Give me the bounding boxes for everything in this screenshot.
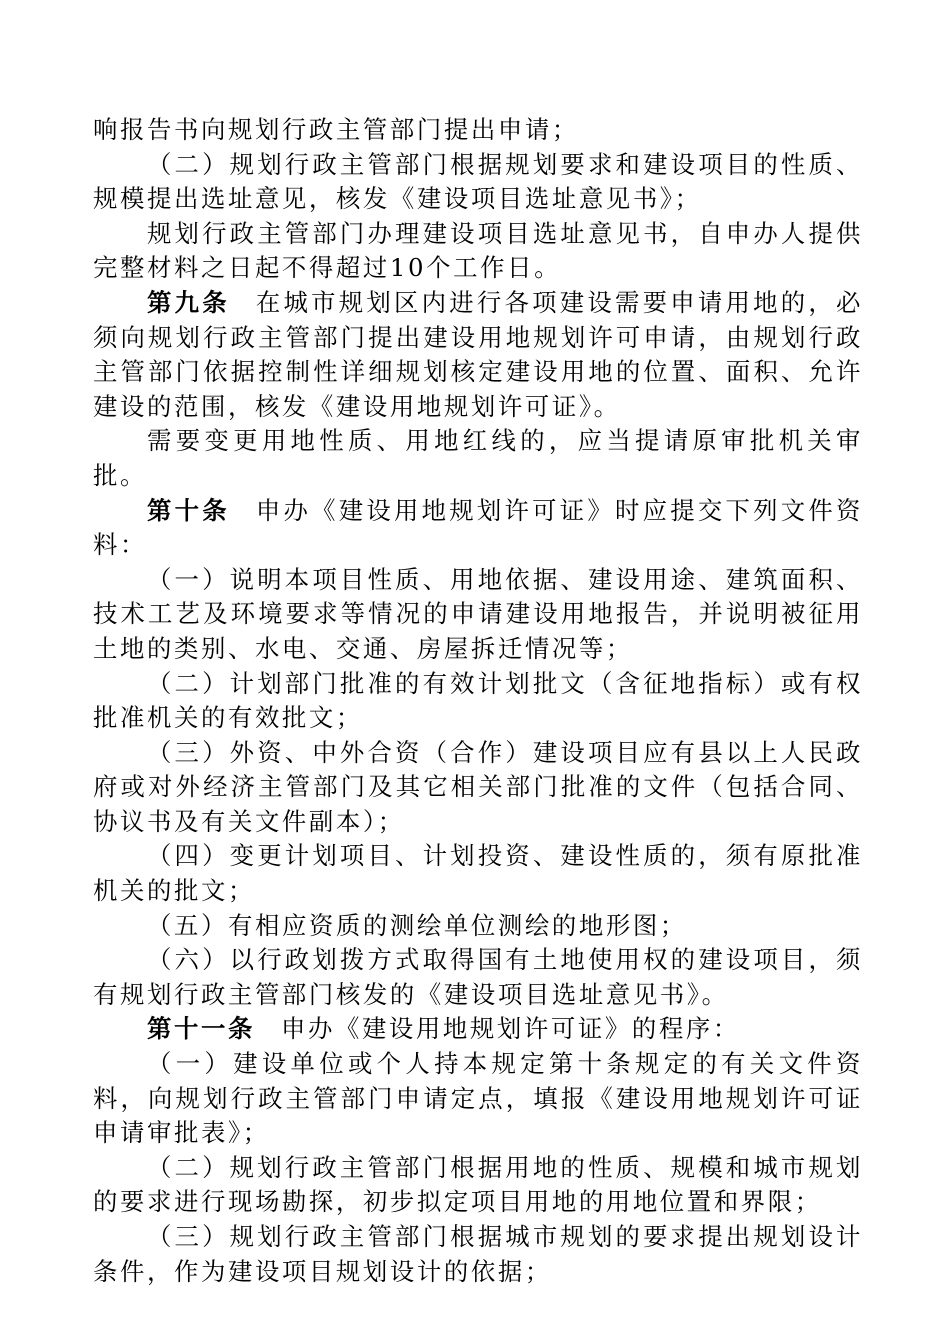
article-number: 第十条 (147, 495, 230, 525)
paragraph-text: （二）计划部门批准的有效计划批文（含征地指标）或有权批准机关的有效批文； (93, 668, 863, 733)
article-number: 第十一条 (147, 1014, 255, 1044)
paragraph (93, 909, 863, 944)
paragraph (93, 148, 863, 217)
paragraph (93, 1220, 863, 1289)
paragraph-text: （四）变更计划项目、计划投资、建设性质的，须有原批准机关的批文； (93, 841, 863, 906)
paragraph (93, 217, 863, 286)
paragraph (93, 839, 863, 908)
paragraph-text: 申办《建设用地规划许可证》时应提交下列文件资料： (93, 495, 863, 560)
paragraph-text: （二）规划行政主管部门根据规划要求和建设项目的性质、规模提出选址意见，核发《建设项目选址意见书》； (93, 149, 863, 214)
paragraph-text: （五）有相应资质的测绘单位测绘的地形图； (147, 910, 687, 940)
paragraph-text: （三）规划行政主管部门根据城市规划的要求提出规划设计条件，作为建设项目规划设计的依据； (93, 1222, 863, 1286)
article-paragraph (93, 286, 863, 424)
paragraph-text: （六）以行政划拨方式取得国有土地使用权的建设项目，须有规划行政主管部门核发的《建设项目选址意见书》。 (93, 945, 863, 1009)
paragraph-text: 申办《建设用地规划许可证》的程序： (280, 1014, 740, 1044)
paragraph-text: 需要变更用地性质、用地红线的，应当提请原审批机关审批。 (93, 426, 863, 490)
paragraph (93, 113, 863, 148)
paragraph-text: （一）说明本项目性质、用地依据、建设用途、建筑面积、技术工艺及环境要求等情况的申请建设用地报告，并说明被征用土地的类别、水电、交通、房屋拆迁情况等； (93, 564, 863, 663)
paragraph (93, 943, 863, 1012)
paragraph-text: （三）外资、中外合资（合作）建设项目应有县以上人民政府或对外经济主管部门及其它相关部门批准的文件（包括合同、协议书及有关文件副本）； (93, 737, 863, 836)
article-number: 第九条 (147, 287, 230, 317)
paragraph (93, 563, 863, 667)
paragraph-text: 响报告书向规划行政主管部门提出申请； (93, 115, 579, 144)
paragraph (93, 424, 863, 493)
article-paragraph (93, 1012, 863, 1047)
paragraph (93, 736, 863, 840)
paragraph (93, 1047, 863, 1151)
document-page (93, 113, 863, 1289)
paragraph (93, 667, 863, 736)
article-paragraph (93, 494, 863, 563)
paragraph (93, 1151, 863, 1220)
paragraph-text: 规划行政主管部门办理建设项目选址意见书，自申办人提供完整材料之日起不得超过10个工作日。 (93, 218, 863, 283)
paragraph-text: （一）建设单位或个人持本规定第十条规定的有关文件资料，向规划行政主管部门申请定点，填报《建设用地规划许可证申请审批表》； (93, 1049, 863, 1148)
paragraph-text: （二）规划行政主管部门根据用地的性质、规模和城市规划的要求进行现场勘探，初步拟定项目用地的用地位置和界限； (93, 1152, 863, 1217)
paragraph-text: 在城市规划区内进行各项建设需要申请用地的，必须向规划行政主管部门提出建设用地规划许可申请，由规划行政主管部门依据控制性详细规划核定建设用地的位置、面积、允许建设的范围，核发《建设用地规划许可证》。 (93, 287, 863, 421)
